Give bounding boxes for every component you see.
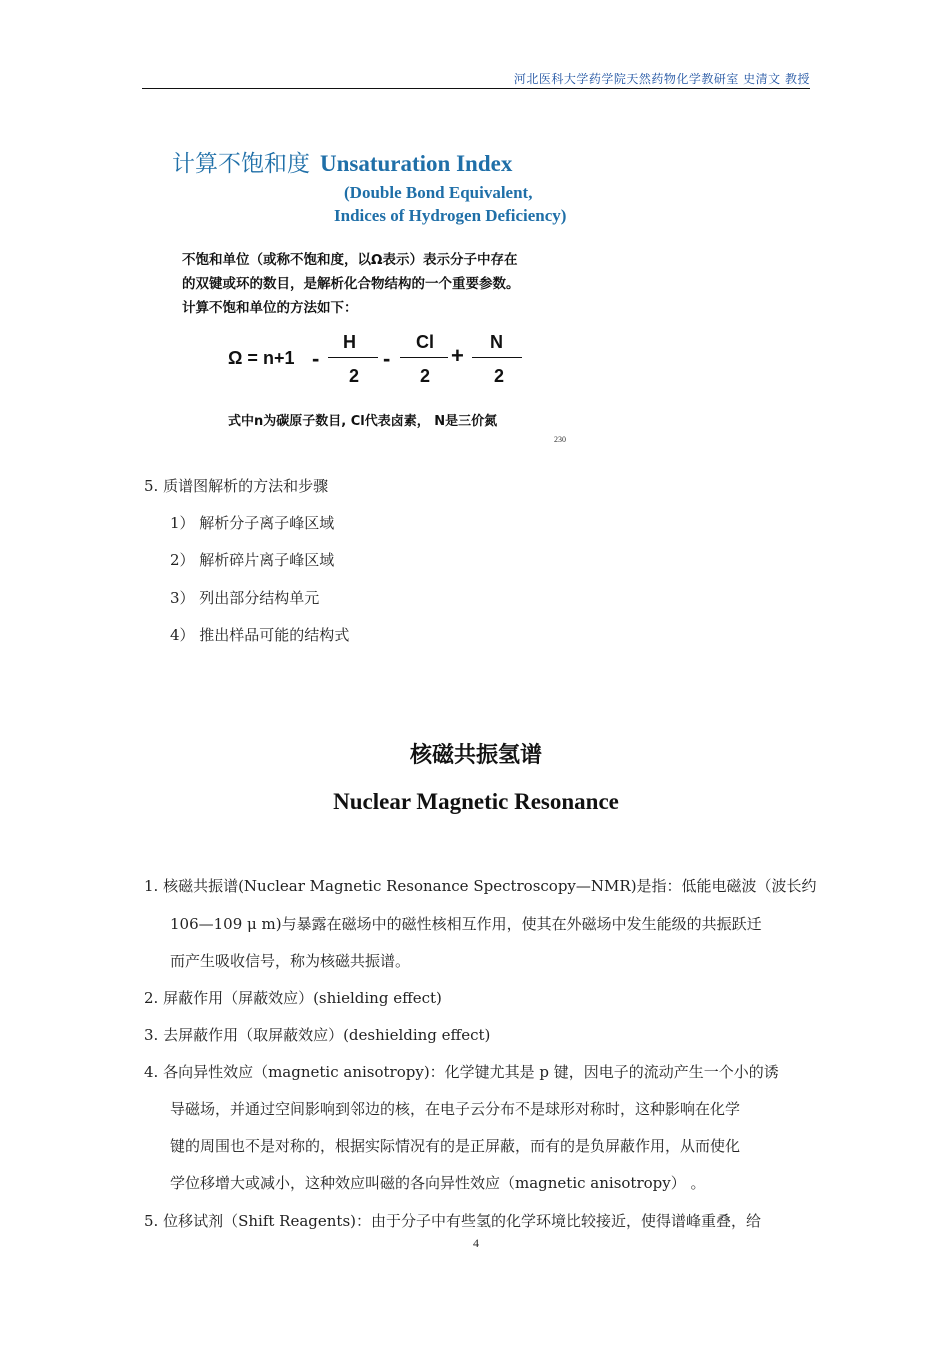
formula-plus: + [451, 343, 464, 368]
paragraph-line: 2. 屏蔽作用（屏蔽效应）(shielding effect) [144, 989, 442, 1007]
list-item: 4） 推出样品可能的结构式 [170, 626, 350, 644]
fraction-bar [400, 357, 448, 358]
paragraph-line: 导磁场，并通过空间影响到邻边的核，在电子云分布不是球形对称时，这种影响在化学 [170, 1100, 741, 1118]
slide-number: 230 [554, 435, 566, 444]
slide-desc-line: 的双键或环的数目，是解析化合物结构的一个重要参数。 [182, 276, 520, 292]
fraction-bar [328, 357, 378, 358]
unsaturation-formula [228, 328, 548, 394]
slide-title-cn: 计算不饱和度 [172, 151, 310, 177]
paragraph-line: 学位移增大或减小，这种效应叫磁的各向异性效应（magnetic anisotropy） 。 [170, 1174, 706, 1192]
formula-numerator: Cl [416, 332, 434, 352]
slide-subtitle-line1: (Double Bond Equivalent, [344, 183, 533, 202]
fraction-bar [472, 357, 522, 358]
paragraph-line: 106—109 μ m)与暴露在磁场中的磁性核相互作用，使其在外磁场中发生能级的共振跃迁 [170, 915, 762, 933]
formula-denominator: 2 [420, 366, 431, 386]
list-item: 2） 解析碎片离子峰区域 [170, 551, 335, 569]
nmr-title-cn: 核磁共振氢谱 [409, 743, 542, 768]
page-header-text: 河北医科大学药学院天然药物化学教研室 史清文 教授 [513, 72, 810, 86]
paragraph-line: 1. 核磁共振谱(Nuclear Magnetic Resonance Spectroscopy—NMR)是指：低能电磁波（波长约 [144, 877, 817, 895]
formula-minus: - [312, 346, 320, 371]
paragraph-line: 4. 各向异性效应（magnetic anisotropy)：化学键尤其是 p 键，因电子的流动产生一个小的诱 [144, 1063, 779, 1081]
formula-denominator: 2 [494, 366, 505, 386]
paragraph-line: 键的周围也不是对称的，根据实际情况有的是正屏蔽，而有的是负屏蔽作用，从而使化 [170, 1137, 741, 1155]
page-number: 4 [473, 1236, 479, 1250]
paragraph-line: 5. 位移试剂（Shift Reagents)：由于分子中有些氢的化学环境比较接近，使得谱峰重叠，给 [144, 1212, 761, 1230]
formula-numerator: N [490, 332, 503, 352]
slide-desc-line: 不饱和单位（或称不饱和度，以Ω表示）表示分子中存在 [182, 252, 518, 268]
formula-denominator: 2 [349, 366, 360, 386]
slide-desc-line: 计算不饱和单位的方法如下： [182, 300, 358, 316]
slide-title-en: Unsaturation Index [320, 151, 513, 176]
formula-minus: - [383, 346, 391, 371]
list-item: 1） 解析分子离子峰区域 [170, 514, 335, 532]
formula-note: 式中n为碳原子数目, Cl代表卤素， N是三价氮 [228, 414, 498, 429]
slide-subtitle-line2: Indices of Hydrogen Deficiency) [334, 206, 567, 225]
paragraph-line: 而产生吸收信号，称为核磁共振谱。 [170, 952, 411, 970]
formula-numerator: H [343, 332, 356, 352]
formula-lhs: Ω = n+1 [228, 348, 295, 368]
list-item: 3） 列出部分结构单元 [170, 589, 320, 607]
section-heading: 5. 质谱图解析的方法和步骤 [144, 477, 329, 495]
paragraph-line: 3. 去屏蔽作用（取屏蔽效应）(deshielding effect) [144, 1026, 491, 1044]
slide-title [172, 145, 512, 178]
header-rule [142, 88, 810, 89]
nmr-title-en: Nuclear Magnetic Resonance [333, 789, 619, 814]
